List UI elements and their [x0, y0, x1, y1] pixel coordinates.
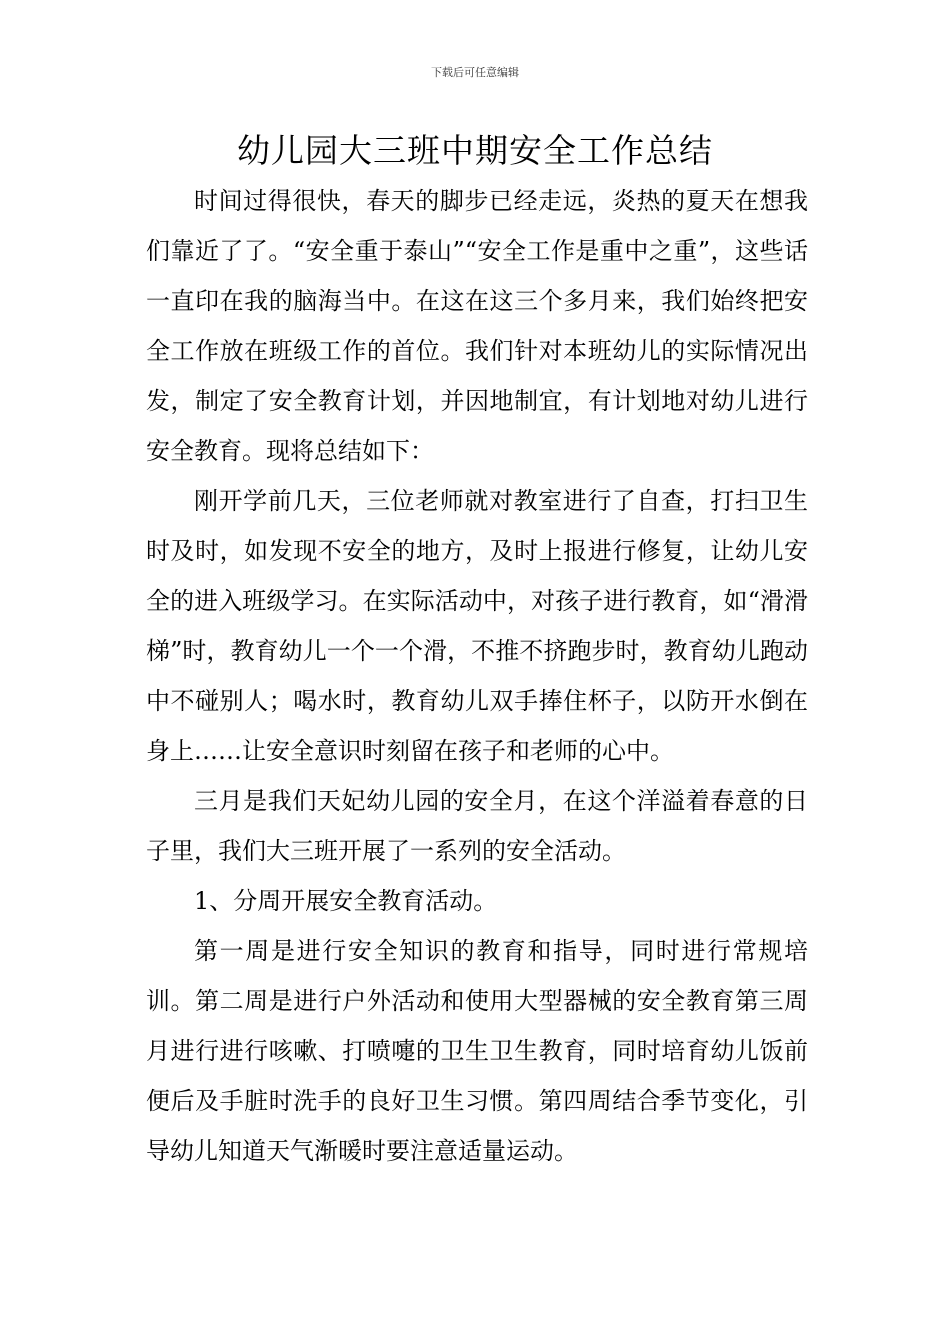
document-title: 幼儿园大三班中期安全工作总结: [237, 131, 713, 170]
paragraph-classroom-check: 刚开学前几天，三位老师就对教室进行了自查，打扫卫生时及时，如发现不安全的地方，及时上报进行修复，让幼儿安全的进入班级学习。在实际活动中，对孩子进行教育，如“滑滑梯”时，教育幼儿一个一个滑，不推不挤跑步时，教育幼儿跑动中不碰别人；喝水时，教育幼儿双手捧住杯子，以防开水倒在身上……让安全意识时刻留在孩子和老师的心中。: [146, 487, 808, 765]
paragraph-safety-month: 三月是我们天妃幼儿园的安全月，在这个洋溢着春意的日子里，我们大三班开展了一系列的安全活动。: [146, 787, 808, 865]
paragraph-weekly-plan: 第一周是进行安全知识的教育和指导，同时进行常规培训。第二周是进行户外活动和使用大型器械的安全教育第三周月进行进行咳嗽、打喷嚏的卫生卫生教育，同时培育幼儿饭前便后及手脏时洗手的良好卫生习惯。第四周结合季节变化，引导幼儿知道天气渐暖时要注意适量运动。: [146, 937, 808, 1165]
paragraph-section-heading: 1、分周开展安全教育活动。: [194, 887, 498, 915]
page-header-note: 下载后可任意编辑: [431, 66, 519, 79]
document-body: [146, 176, 808, 1176]
paragraph-intro: 时间过得很快，春天的脚步已经走远，炎热的夏天在想我们靠近了了。“安全重于泰山”“安全工作是重中之重”，这些话一直印在我的脑海当中。在这在这三个多月来，我们始终把安全工作放在班级工作的首位。我们针对本班幼儿的实际情况出发，制定了安全教育计划，并因地制宜，有计划地对幼儿进行安全教育。现将总结如下：: [146, 187, 808, 465]
